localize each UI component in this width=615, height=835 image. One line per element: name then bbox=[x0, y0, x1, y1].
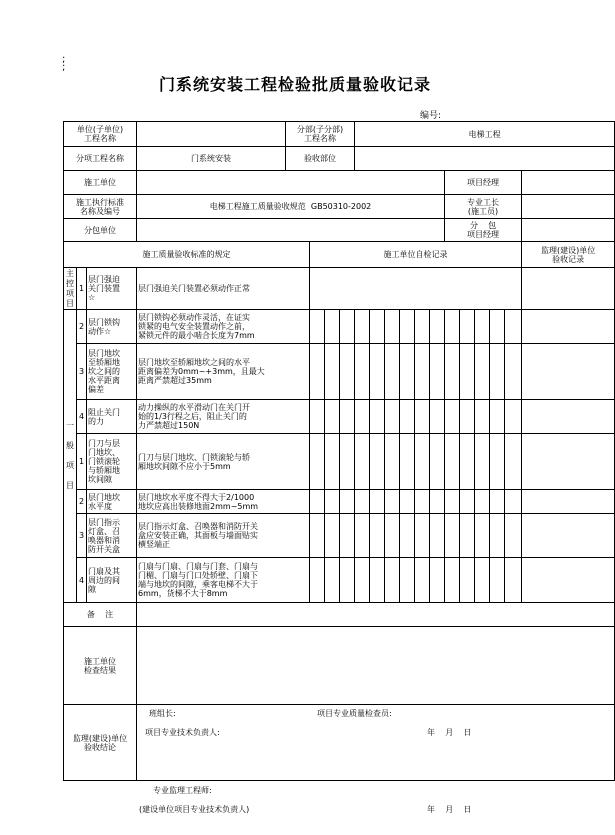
check-cell[interactable] bbox=[385, 490, 400, 514]
item-number: 3 bbox=[77, 344, 87, 400]
remarks-label: 备 注 bbox=[64, 603, 137, 627]
subitem-label: 分项工程名称 bbox=[64, 147, 137, 171]
self-check-column-header: 施工单位自检记录 bbox=[310, 242, 522, 268]
remarks-row bbox=[64, 603, 615, 627]
check-cell[interactable] bbox=[475, 310, 490, 344]
acceptance-part-label: 验收部位 bbox=[286, 147, 355, 171]
qc-inspector-label: 项目专业质量检查员: bbox=[317, 708, 392, 718]
item-requirement: 层门强迫关门装置必须动作正常 bbox=[137, 268, 310, 310]
item-name: 门扇及其 周边的间 隙 bbox=[87, 558, 137, 603]
check-cell[interactable] bbox=[385, 344, 400, 400]
supervision-column-header: 监理(建设)单位 验收记录 bbox=[522, 242, 615, 268]
check-cell[interactable] bbox=[340, 558, 355, 603]
check-cell[interactable] bbox=[400, 400, 415, 434]
check-cell[interactable] bbox=[385, 514, 400, 558]
contractor-result-area[interactable] bbox=[137, 627, 615, 737]
column-header-row bbox=[64, 242, 615, 268]
check-cell[interactable] bbox=[415, 344, 430, 400]
division-label: 分部(子分部) 工程名称 bbox=[286, 122, 355, 147]
header-row-subcontractor bbox=[64, 219, 615, 242]
check-cell[interactable] bbox=[460, 434, 475, 490]
check-cell[interactable] bbox=[340, 344, 355, 400]
check-cell[interactable] bbox=[310, 344, 325, 400]
unit-label: 单位(子单位) 工程名称 bbox=[64, 122, 137, 147]
check-cell[interactable] bbox=[505, 434, 522, 490]
code-label: 编号: bbox=[420, 111, 442, 121]
check-cell[interactable] bbox=[310, 434, 325, 490]
header-row-standard bbox=[64, 195, 615, 219]
item-requirement: 门扇与门扇、门扇与门套、门扇与 门楣、门扇与门口处轿壁、门扇下 端与地坎的间隙，乘客电梯不大于 6mm，货梯不大于8mm bbox=[137, 558, 310, 603]
check-cell[interactable] bbox=[325, 400, 340, 434]
general-items-group-label: 一 般 项 目 bbox=[64, 310, 77, 603]
owner-tech-lead-label: (建设单位项目专业技术负责人) bbox=[139, 804, 250, 814]
subcontractor-value[interactable] bbox=[137, 219, 445, 242]
check-cell[interactable] bbox=[310, 400, 325, 434]
check-cell[interactable] bbox=[310, 558, 325, 603]
check-cell[interactable] bbox=[415, 514, 430, 558]
check-cell[interactable] bbox=[400, 514, 415, 558]
standard-value: 电梯工程施工质量验收规范 GB50310-2002 bbox=[137, 195, 445, 219]
general-item-row bbox=[64, 490, 615, 514]
check-cell[interactable] bbox=[340, 490, 355, 514]
check-cell[interactable] bbox=[445, 558, 460, 603]
check-cell[interactable] bbox=[415, 490, 430, 514]
item-name: 层门地坎 至轿厢地 坎之间的 水平距离 偏差 bbox=[87, 344, 137, 400]
check-cell[interactable] bbox=[310, 310, 325, 344]
check-cell[interactable] bbox=[385, 434, 400, 490]
check-cell[interactable] bbox=[400, 490, 415, 514]
item-number: 1 bbox=[77, 268, 87, 310]
contractor-label: 施工单位 bbox=[64, 171, 137, 195]
contractor-value[interactable] bbox=[137, 171, 445, 195]
check-cell[interactable] bbox=[340, 310, 355, 344]
check-cell[interactable] bbox=[490, 344, 505, 400]
check-cell[interactable] bbox=[505, 400, 522, 434]
check-cell[interactable] bbox=[505, 558, 522, 603]
check-cell[interactable] bbox=[445, 490, 460, 514]
item-number: 4 bbox=[77, 400, 87, 434]
general-item-row bbox=[64, 514, 615, 558]
check-cell[interactable] bbox=[445, 310, 460, 344]
sub-pm-value[interactable] bbox=[522, 219, 615, 242]
check-cell[interactable] bbox=[415, 310, 430, 344]
check-cell[interactable] bbox=[460, 558, 475, 603]
check-cell[interactable] bbox=[445, 514, 460, 558]
check-cell[interactable] bbox=[325, 490, 340, 514]
check-cell[interactable] bbox=[385, 558, 400, 603]
item-name: 阻止关门 的力 bbox=[87, 400, 137, 434]
check-cell[interactable] bbox=[415, 558, 430, 603]
check-cell[interactable] bbox=[325, 514, 340, 558]
check-cell[interactable] bbox=[505, 514, 522, 558]
check-cell[interactable] bbox=[445, 400, 460, 434]
check-cell[interactable] bbox=[475, 514, 490, 558]
check-cell[interactable] bbox=[385, 400, 400, 434]
check-cell[interactable] bbox=[355, 344, 370, 400]
supervision-record-cell[interactable] bbox=[522, 558, 615, 603]
check-cell[interactable] bbox=[370, 434, 385, 490]
check-cell[interactable] bbox=[490, 490, 505, 514]
foreman-label: 专业工长 (施工员) bbox=[445, 195, 522, 219]
check-cell[interactable] bbox=[355, 310, 370, 344]
check-cell[interactable] bbox=[490, 558, 505, 603]
check-cell[interactable] bbox=[475, 400, 490, 434]
check-cell[interactable] bbox=[445, 344, 460, 400]
division-value[interactable]: 电梯工程 bbox=[355, 122, 615, 147]
check-cell[interactable] bbox=[460, 400, 475, 434]
item-name: 层门地坎 水平度 bbox=[87, 490, 137, 514]
check-cell[interactable] bbox=[505, 490, 522, 514]
check-cell[interactable] bbox=[340, 434, 355, 490]
general-item-row bbox=[64, 310, 615, 344]
subitem-value[interactable]: 门系统安装 bbox=[137, 147, 286, 171]
check-cell[interactable] bbox=[325, 344, 340, 400]
check-cell[interactable] bbox=[325, 434, 340, 490]
sub-pm-label: 分 包 项目经理 bbox=[445, 219, 522, 242]
contractor-date: 年 月 日 bbox=[427, 727, 472, 737]
main-items-group-label: 主 控 项 目 bbox=[64, 268, 77, 310]
check-cell[interactable] bbox=[505, 310, 522, 344]
check-cell[interactable] bbox=[340, 514, 355, 558]
check-cell[interactable] bbox=[355, 490, 370, 514]
check-cell[interactable] bbox=[325, 558, 340, 603]
check-cell[interactable] bbox=[430, 490, 445, 514]
check-cell[interactable] bbox=[370, 514, 385, 558]
check-cell[interactable] bbox=[430, 310, 445, 344]
item-number: 2 bbox=[77, 490, 87, 514]
header-row-subitem bbox=[64, 147, 615, 171]
item-number: 1 bbox=[77, 434, 87, 490]
tech-lead-label: 项目专业技术负责人: bbox=[145, 727, 220, 737]
item-requirement: 层门指示灯盒、召唤器和消防开关 盒应安装正确，其面板与墙面贴实 横竖端正 bbox=[137, 514, 310, 558]
item-number: 3 bbox=[77, 514, 87, 558]
check-cell[interactable] bbox=[505, 344, 522, 400]
remarks-value[interactable] bbox=[137, 603, 615, 627]
check-cell[interactable] bbox=[460, 514, 475, 558]
check-cell[interactable] bbox=[490, 310, 505, 344]
general-item-row bbox=[64, 344, 615, 400]
supervision-record-cell[interactable] bbox=[522, 434, 615, 490]
check-cell[interactable] bbox=[355, 434, 370, 490]
pm-value[interactable] bbox=[522, 171, 615, 195]
item-number: 2 bbox=[77, 310, 87, 344]
header-row-contractor bbox=[64, 171, 615, 195]
pm-label: 项目经理 bbox=[445, 171, 522, 195]
check-cell[interactable] bbox=[370, 558, 385, 603]
supervising-engineer-label: 专业监理工程师: bbox=[153, 785, 212, 795]
contractor-result-row bbox=[64, 627, 615, 705]
check-cell[interactable] bbox=[355, 400, 370, 434]
check-cell[interactable] bbox=[460, 490, 475, 514]
check-cell[interactable] bbox=[310, 514, 325, 558]
supervision-date: 年 月 日 bbox=[427, 804, 472, 814]
item-number: 4 bbox=[77, 558, 87, 603]
general-item-row bbox=[64, 434, 615, 490]
item-requirement: 层门地坎至轿厢地坎之间的水平 距离偏差为0mm~+3mm，且最大 距离严禁超过35mm bbox=[137, 344, 310, 400]
item-requirement: 层门锁钩必须动作灵活，在证实 锁紧的电气安全装置动作之前， 紧锁元件的最小啮合长度为7mm bbox=[137, 310, 310, 344]
check-cell[interactable] bbox=[445, 434, 460, 490]
supervision-record-cell[interactable] bbox=[522, 310, 615, 344]
check-cell[interactable] bbox=[430, 344, 445, 400]
check-cell[interactable] bbox=[355, 514, 370, 558]
item-name: 层门强迫 关门装置 ☆ bbox=[87, 268, 137, 310]
check-cell[interactable] bbox=[460, 344, 475, 400]
supervision-record-cell[interactable] bbox=[522, 268, 615, 310]
check-cell[interactable] bbox=[430, 558, 445, 603]
supervision-record-cell[interactable] bbox=[522, 400, 615, 434]
main-item-row bbox=[64, 268, 615, 310]
check-cell[interactable] bbox=[475, 558, 490, 603]
general-item-row bbox=[64, 400, 615, 434]
item-name: 层门指示 灯盒、召 唤器和消 防开关盒 bbox=[87, 514, 137, 558]
general-item-row bbox=[64, 558, 615, 603]
standard-column-header: 施工质量验收标准的规定 bbox=[64, 242, 310, 268]
item-requirement: 层门地坎水平度不得大于2/1000 地坎应高出装修地面2mm~5mm bbox=[137, 490, 310, 514]
check-cell[interactable] bbox=[400, 310, 415, 344]
subcontractor-label: 分包单位 bbox=[64, 219, 137, 242]
check-cell[interactable] bbox=[325, 310, 340, 344]
supervision-record-cell[interactable] bbox=[522, 514, 615, 558]
inspection-form bbox=[63, 121, 615, 814]
page-title: 门系统安装工程检验批质量验收记录 bbox=[158, 75, 431, 94]
check-cell[interactable] bbox=[400, 558, 415, 603]
check-cell[interactable] bbox=[430, 400, 445, 434]
margin-marks: ; ; bbox=[62, 54, 66, 73]
check-cell[interactable] bbox=[415, 400, 430, 434]
item-name: 门刀与层 门地坎、 门锁滚轮 与轿厢地 坎间隙 bbox=[87, 434, 137, 490]
acceptance-part-value[interactable] bbox=[355, 147, 615, 171]
check-cell[interactable] bbox=[415, 434, 430, 490]
supervision-record-cell[interactable] bbox=[522, 344, 615, 400]
check-cell[interactable] bbox=[310, 490, 325, 514]
supervision-record-cell[interactable] bbox=[522, 490, 615, 514]
check-cell[interactable] bbox=[490, 400, 505, 434]
check-cell[interactable] bbox=[460, 310, 475, 344]
check-cell[interactable] bbox=[370, 310, 385, 344]
item-name: 层门锁钩 动作☆ bbox=[87, 310, 137, 344]
check-cell[interactable] bbox=[370, 344, 385, 400]
item-requirement: 门刀与层门地坎、门锁滚轮与轿 厢地坎间隙不应小于5mm bbox=[137, 434, 310, 490]
check-cell[interactable] bbox=[370, 400, 385, 434]
check-cell[interactable] bbox=[400, 344, 415, 400]
check-cell[interactable] bbox=[370, 490, 385, 514]
header-row-unit bbox=[64, 122, 615, 147]
supervision-result-label: 监理(建设)单位 验收结论 bbox=[64, 705, 137, 781]
check-cell[interactable] bbox=[475, 434, 490, 490]
check-cell[interactable] bbox=[490, 434, 505, 490]
check-cell[interactable] bbox=[430, 514, 445, 558]
item-requirement: 动力操纵的水平滑动门在关门开 始的1/3行程之后，阻止关门的 力严禁超过150N bbox=[137, 400, 310, 434]
check-cell[interactable] bbox=[430, 434, 445, 490]
check-cell[interactable] bbox=[340, 400, 355, 434]
check-cell[interactable] bbox=[385, 310, 400, 344]
check-cell[interactable] bbox=[475, 490, 490, 514]
check-cell[interactable] bbox=[475, 344, 490, 400]
check-cell[interactable] bbox=[400, 434, 415, 490]
self-check-cell[interactable] bbox=[310, 268, 522, 310]
contractor-result-label: 施工单位 检查结果 bbox=[64, 627, 137, 705]
unit-value[interactable] bbox=[137, 122, 286, 147]
standard-label: 施工执行标准 名称及编号 bbox=[64, 195, 137, 219]
team-leader-label: 班组长: bbox=[149, 708, 176, 718]
check-cell[interactable] bbox=[490, 514, 505, 558]
foreman-value[interactable] bbox=[522, 195, 615, 219]
check-cell[interactable] bbox=[355, 558, 370, 603]
